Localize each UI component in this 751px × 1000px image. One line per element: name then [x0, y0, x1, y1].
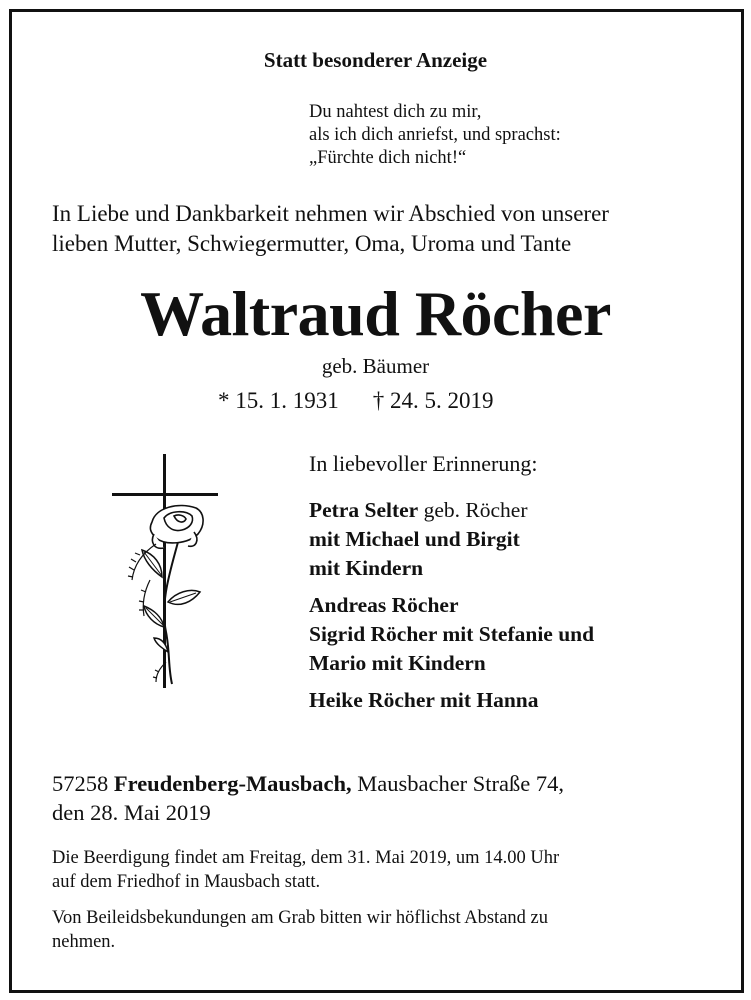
death-date: † 24. 5. 2019 — [372, 388, 494, 413]
condolence-line: Von Beileidsbekundungen am Grab bitten wir höflichst Abstand zu — [52, 908, 548, 928]
memory-heading: In liebevoller Erinnerung: — [309, 451, 538, 476]
family-line: Sigrid Röcher mit Stefanie und — [309, 622, 595, 646]
address-line — [52, 769, 564, 798]
address-date: den 28. Mai 2019 — [52, 800, 211, 825]
intro-line: In Liebe und Dankbarkeit nehmen wir Abschied von unserer — [52, 201, 609, 226]
address-street: Mausbacher Straße 74, — [351, 771, 565, 796]
maiden-name: geb. Bäumer — [321, 354, 430, 378]
verse-line: „Fürchte dich nicht!“ — [309, 148, 467, 168]
address-town: Freudenberg-Mausbach, — [113, 771, 352, 796]
address-zip: 57258 — [52, 771, 114, 796]
family-line: mit Kindern — [309, 556, 424, 580]
family-line: Mario mit Kindern — [309, 651, 486, 675]
family-list — [309, 496, 594, 723]
family-line: Andreas Röcher — [309, 593, 459, 617]
condolence-line: nehmen. — [52, 932, 116, 952]
life-dates — [218, 388, 494, 414]
family-group — [309, 591, 594, 678]
funeral-line: Die Beerdigung findet am Freitag, dem 31. Mai 2019, um 14.00 Uhr — [52, 848, 560, 868]
birth-date: * 15. 1. 1931 — [218, 388, 339, 413]
family-group — [309, 686, 594, 715]
deceased-name: Waltraud Röcher — [140, 278, 611, 349]
address-block — [52, 769, 564, 827]
family-line: mit Michael und Birgit — [309, 527, 520, 551]
verse-line: als ich dich anriefst, und sprachst: — [309, 125, 561, 145]
verse — [309, 101, 561, 170]
funeral-line: auf dem Friedhof in Mausbach statt. — [52, 872, 321, 892]
family-line — [309, 496, 594, 525]
intro-line: lieben Mutter, Schwiegermutter, Oma, Uroma und Tante — [52, 231, 572, 256]
intro-text — [52, 199, 609, 259]
cross-with-rose-icon — [104, 452, 234, 692]
family-line: Heike Röcher mit Hanna — [309, 688, 539, 712]
family-member-name: Petra Selter — [309, 498, 419, 522]
family-member-maiden: geb. Röcher — [418, 498, 528, 522]
verse-line: Du nahtest dich zu mir, — [309, 102, 482, 122]
funeral-info — [52, 846, 559, 894]
notice-header: Statt besonderer Anzeige — [263, 48, 488, 72]
family-group — [309, 496, 594, 583]
condolence-note — [52, 906, 548, 954]
